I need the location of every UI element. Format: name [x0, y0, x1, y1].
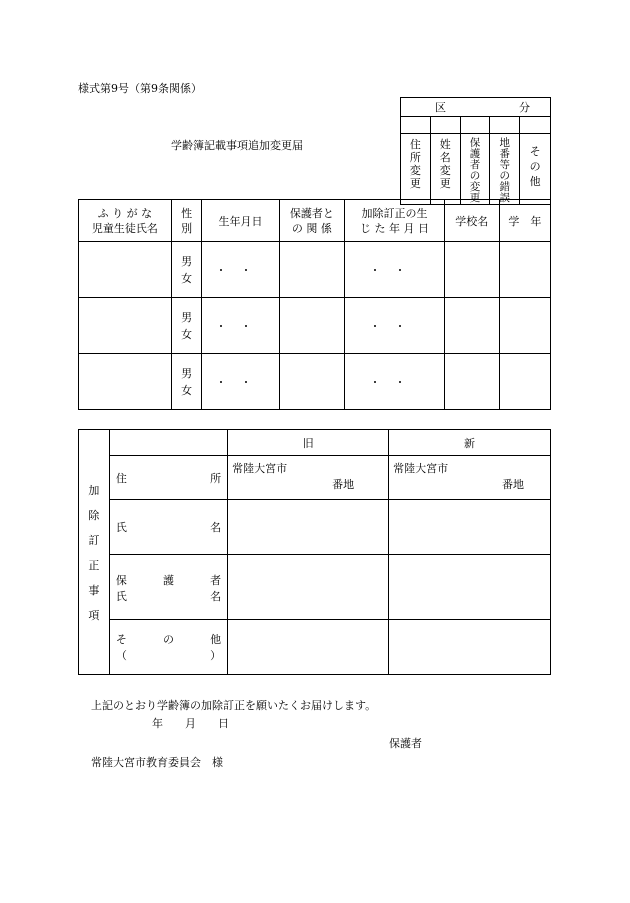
student-table	[78, 199, 551, 410]
grade-cell[interactable]	[499, 354, 550, 410]
guardian-label: 保 護 者 氏 名	[109, 555, 227, 620]
old-address-cell[interactable]	[228, 456, 389, 500]
relation-cell[interactable]	[279, 354, 345, 410]
class-col-address: 住 所 変 更	[401, 134, 431, 205]
sex-cell[interactable]: 男 女	[171, 354, 202, 410]
school-cell[interactable]	[444, 354, 499, 410]
classification-header-left: 区	[435, 101, 446, 114]
class-check-cell[interactable]	[430, 117, 460, 134]
class-check-cell[interactable]	[490, 117, 520, 134]
class-col-guardian: 保 護 者 の 変 更	[460, 134, 490, 205]
sex-cell[interactable]: 男 女	[171, 298, 202, 354]
classification-table	[400, 97, 551, 205]
old-name-cell[interactable]	[228, 500, 389, 555]
header-change-date: 加除訂正の生 じ た 年 月 日	[345, 200, 445, 242]
statement-text: 上記のとおり学齢簿の加除訂正を願いたくお届けします。	[91, 699, 377, 712]
birthdate-cell[interactable]: ・・	[202, 354, 279, 410]
relation-cell[interactable]	[279, 298, 345, 354]
school-cell[interactable]	[444, 242, 499, 298]
header-grade: 学 年	[499, 200, 550, 242]
form-number: 様式第9号（第9条関係）	[78, 82, 202, 95]
class-col-other: そ の 他	[520, 134, 551, 205]
table-row	[79, 354, 551, 410]
guardian-label-footer: 保護者	[389, 737, 422, 750]
header-school: 学校名	[444, 200, 499, 242]
old-header: 旧	[228, 430, 389, 456]
date-line: 年 月 日	[152, 717, 229, 730]
relation-cell[interactable]	[279, 242, 345, 298]
grade-cell[interactable]	[499, 242, 550, 298]
classification-header-right: 分	[519, 101, 530, 114]
form-title: 学齢簿記載事項追加変更届	[171, 139, 303, 152]
class-col-lot-error: 地 番 等 の 錯 誤	[490, 134, 520, 205]
correction-table	[78, 429, 551, 675]
classification-header	[401, 98, 551, 117]
new-name-cell[interactable]	[389, 500, 551, 555]
birthdate-cell[interactable]: ・・	[202, 298, 279, 354]
new-guardian-cell[interactable]	[389, 555, 551, 620]
new-address-cell[interactable]	[389, 456, 551, 500]
grade-cell[interactable]	[499, 298, 550, 354]
student-name-cell[interactable]	[79, 354, 172, 410]
header-birthdate: 生年月日	[202, 200, 279, 242]
student-name-cell[interactable]	[79, 298, 172, 354]
change-date-cell[interactable]: ・・	[345, 242, 445, 298]
header-relation: 保護者と の 関 係	[279, 200, 345, 242]
new-city: 常陸大宮市	[393, 462, 449, 475]
change-date-cell[interactable]: ・・	[345, 298, 445, 354]
old-guardian-cell[interactable]	[228, 555, 389, 620]
address-label: 住 所	[109, 456, 227, 500]
old-other-cell[interactable]	[228, 620, 389, 675]
new-banchi: 番地	[502, 478, 524, 491]
table-row	[79, 298, 551, 354]
new-header: 新	[389, 430, 551, 456]
header-name: ふ り が な 児童生徒氏名	[79, 200, 172, 242]
other-label: そ の 他 （ ）	[109, 620, 227, 675]
corner-cell	[109, 430, 227, 456]
class-check-cell[interactable]	[401, 117, 431, 134]
name-label: 氏 名	[109, 500, 227, 555]
table-row	[79, 242, 551, 298]
new-other-cell[interactable]	[389, 620, 551, 675]
old-banchi: 番地	[332, 478, 355, 491]
student-name-cell[interactable]	[79, 242, 172, 298]
old-city: 常陸大宮市	[232, 462, 288, 475]
class-col-name: 姓 名 変 更	[430, 134, 460, 205]
change-date-cell[interactable]: ・・	[345, 354, 445, 410]
sex-cell[interactable]: 男 女	[171, 242, 202, 298]
correction-side-label: 加 除 訂 正 事 項	[79, 430, 110, 675]
class-check-cell[interactable]	[520, 117, 551, 134]
school-cell[interactable]	[444, 298, 499, 354]
addressee: 常陸大宮市教育委員会 様	[91, 756, 223, 769]
header-sex: 性 別	[171, 200, 202, 242]
class-check-cell[interactable]	[460, 117, 490, 134]
birthdate-cell[interactable]: ・・	[202, 242, 279, 298]
